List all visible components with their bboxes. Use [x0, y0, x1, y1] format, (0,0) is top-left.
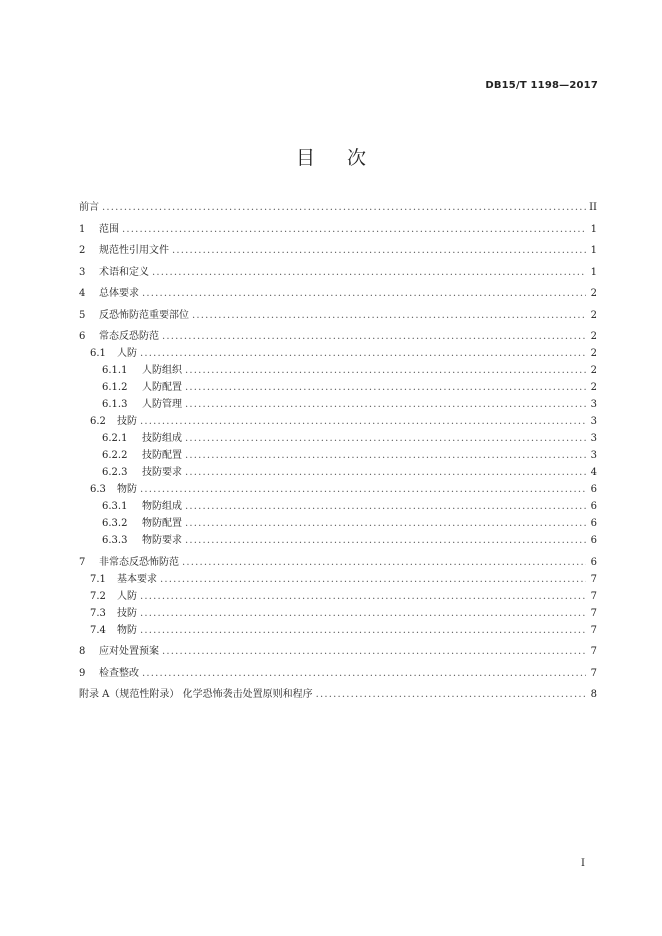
dot-leader	[140, 622, 586, 639]
toc-entry[interactable]	[79, 362, 597, 379]
toc-entry-number: 8	[79, 646, 86, 657]
dot-leader	[162, 643, 586, 660]
toc-entry[interactable]	[79, 413, 597, 430]
dot-leader	[140, 605, 586, 622]
toc-entry[interactable]	[79, 447, 597, 464]
toc-entry-label: 人防配置	[142, 382, 182, 393]
dot-leader	[182, 554, 586, 571]
dot-leader	[185, 447, 586, 464]
footer-page-number: I	[581, 858, 585, 869]
toc-entry-page: 4	[590, 467, 597, 478]
toc-entry[interactable]	[79, 622, 597, 639]
toc-entry-number: 6	[79, 331, 86, 342]
toc-entry[interactable]	[79, 665, 597, 682]
toc-entry[interactable]	[79, 605, 597, 622]
toc-entry-number: 6.2.3	[102, 467, 128, 478]
toc-entry-number: 1	[79, 223, 86, 235]
toc-entry-page: 6	[590, 518, 597, 529]
toc-entry-label: 总体要求	[99, 288, 139, 299]
toc-entry-number: 5	[79, 309, 86, 321]
toc-entry-page: 2	[590, 382, 597, 393]
toc-entry-number: 6.2.1	[102, 433, 128, 444]
toc-entry-number: 7.3	[90, 607, 106, 619]
toc-entry[interactable]	[79, 686, 597, 703]
toc-entry[interactable]	[79, 464, 597, 481]
toc-entry[interactable]	[79, 554, 597, 571]
dot-leader	[140, 413, 586, 430]
toc-entry-number: 4	[79, 288, 86, 299]
dot-leader	[185, 498, 586, 515]
toc-entry-number: 9	[79, 667, 86, 679]
toc-entry-label: 范围	[99, 223, 119, 235]
toc-entry-number: 6.1.2	[102, 382, 128, 393]
toc-entry[interactable]	[79, 571, 597, 588]
dot-leader	[142, 285, 586, 302]
dot-leader	[102, 199, 586, 216]
toc-entry-number: 6.2.2	[102, 450, 128, 461]
toc-entry-page: 7	[590, 646, 597, 657]
toc-entry-label: 术语和定义	[99, 266, 149, 278]
toc-entry-label: 非常态反恐怖防范	[99, 556, 179, 568]
toc-entry-label: 技防要求	[142, 467, 182, 478]
dot-leader	[185, 464, 586, 481]
toc-entry[interactable]	[79, 285, 597, 302]
toc-entry-page: 3	[590, 450, 597, 461]
toc-entry-number: 6.1.3	[102, 399, 128, 410]
toc-entry-label: 反恐怖防范重要部位	[99, 309, 189, 321]
toc-entry-label: 前言	[79, 202, 99, 213]
toc-entry-label: 技防	[117, 416, 137, 427]
toc-entry-label: 应对处置预案	[99, 646, 159, 657]
toc-entry-label: 物防配置	[142, 518, 182, 529]
toc-entry[interactable]	[79, 643, 597, 660]
toc-entry-label: 物防	[117, 484, 137, 495]
toc-entry-page: 6	[590, 556, 597, 568]
dot-leader	[142, 665, 586, 682]
dot-leader	[162, 328, 586, 345]
toc-entry-page: 7	[590, 590, 597, 602]
toc-entry-label: 物防组成	[142, 501, 182, 512]
toc-entry-label: 基本要求	[117, 573, 157, 585]
dot-leader	[185, 430, 586, 447]
toc-entry-number: 6.3	[90, 484, 106, 495]
toc-entry-page: 1	[590, 245, 597, 256]
toc-entry-label: 技防配置	[142, 450, 182, 461]
toc-entry-label: 物防要求	[142, 535, 182, 546]
toc-entry-label: 常态反恐防范	[99, 331, 159, 342]
toc-entry-number: 2	[79, 245, 86, 256]
toc-entry[interactable]	[79, 345, 597, 362]
toc-entry-number: 6.2	[90, 416, 106, 427]
toc-entry-number: 7.1	[90, 573, 106, 585]
toc-entry-label: 人防	[117, 590, 137, 602]
toc-entry-number: 6.3.2	[102, 518, 128, 529]
toc-entry-label: 物防	[117, 624, 137, 636]
toc-entry-label: 人防组织	[142, 365, 182, 376]
toc-entry-number: 7	[79, 556, 86, 568]
toc-entry-label: 技防组成	[142, 433, 182, 444]
dot-leader	[185, 515, 586, 532]
toc-entry[interactable]	[79, 430, 597, 447]
toc-entry-label: 检查整改	[99, 667, 139, 679]
toc-entry-page: 7	[590, 573, 597, 585]
toc-entry-label: 规范性引用文件	[99, 245, 169, 256]
toc-entry-page: 6	[590, 484, 597, 495]
toc-entry-page: 6	[590, 501, 597, 512]
dot-leader	[140, 588, 586, 605]
toc-entry-page: 7	[590, 667, 597, 679]
toc-entry-page: 2	[590, 348, 597, 359]
toc-entry-number: 3	[79, 266, 86, 278]
toc-entry[interactable]	[79, 264, 597, 281]
dot-leader	[152, 264, 586, 281]
toc-entry-page: 3	[590, 416, 597, 427]
toc-entry[interactable]	[79, 515, 597, 532]
toc-entry-label: 技防	[117, 607, 137, 619]
table-of-contents	[79, 199, 597, 703]
toc-entry-page: 6	[590, 535, 597, 546]
toc-entry-page: 8	[590, 689, 597, 700]
dot-leader	[185, 362, 586, 379]
toc-entry-page: 2	[590, 365, 597, 376]
toc-entry-number: 6.3.1	[102, 501, 128, 512]
toc-entry-page: 2	[590, 309, 597, 321]
toc-entry[interactable]	[79, 242, 597, 259]
toc-entry-page: 2	[590, 288, 597, 299]
toc-entry[interactable]	[79, 481, 597, 498]
dot-leader	[122, 221, 586, 238]
dot-leader	[185, 532, 586, 549]
toc-entry[interactable]	[79, 532, 597, 549]
toc-entry[interactable]	[79, 221, 597, 238]
toc-entry-number: 6.3.3	[102, 535, 128, 546]
standard-code: DB15/T 1198—2017	[485, 80, 598, 91]
toc-entry-page: 7	[590, 624, 597, 636]
toc-entry-label: 人防	[117, 348, 137, 359]
dot-leader	[316, 686, 586, 703]
dot-leader	[140, 345, 586, 362]
dot-leader	[185, 379, 586, 396]
toc-entry[interactable]	[79, 498, 597, 515]
dot-leader	[140, 481, 586, 498]
toc-entry[interactable]	[79, 379, 597, 396]
toc-entry-page: 1	[590, 266, 597, 278]
toc-entry-number: 7.2	[90, 590, 106, 602]
toc-entry[interactable]	[79, 588, 597, 605]
toc-entry-number: 6.1	[90, 348, 106, 359]
toc-entry-page: II	[589, 202, 597, 213]
toc-entry-label: 人防管理	[142, 399, 182, 410]
toc-entry-label: 附录 A（规范性附录） 化学恐怖袭击处置原则和程序	[79, 689, 313, 700]
toc-entry-page: 3	[590, 433, 597, 444]
toc-entry-page: 3	[590, 399, 597, 410]
toc-entry-number: 6.1.1	[102, 365, 128, 376]
toc-entry-page: 2	[590, 331, 597, 342]
toc-entry-page: 7	[590, 607, 597, 619]
toc-entry[interactable]	[79, 328, 597, 345]
dot-leader	[192, 307, 586, 324]
dot-leader	[160, 571, 586, 588]
dot-leader	[172, 242, 586, 259]
toc-entry[interactable]	[79, 396, 597, 413]
toc-entry[interactable]	[79, 199, 597, 216]
dot-leader	[185, 396, 586, 413]
toc-entry[interactable]	[79, 307, 597, 324]
toc-entry-number: 7.4	[90, 624, 106, 636]
page-title: 目次	[295, 147, 398, 169]
toc-entry-page: 1	[590, 223, 597, 235]
